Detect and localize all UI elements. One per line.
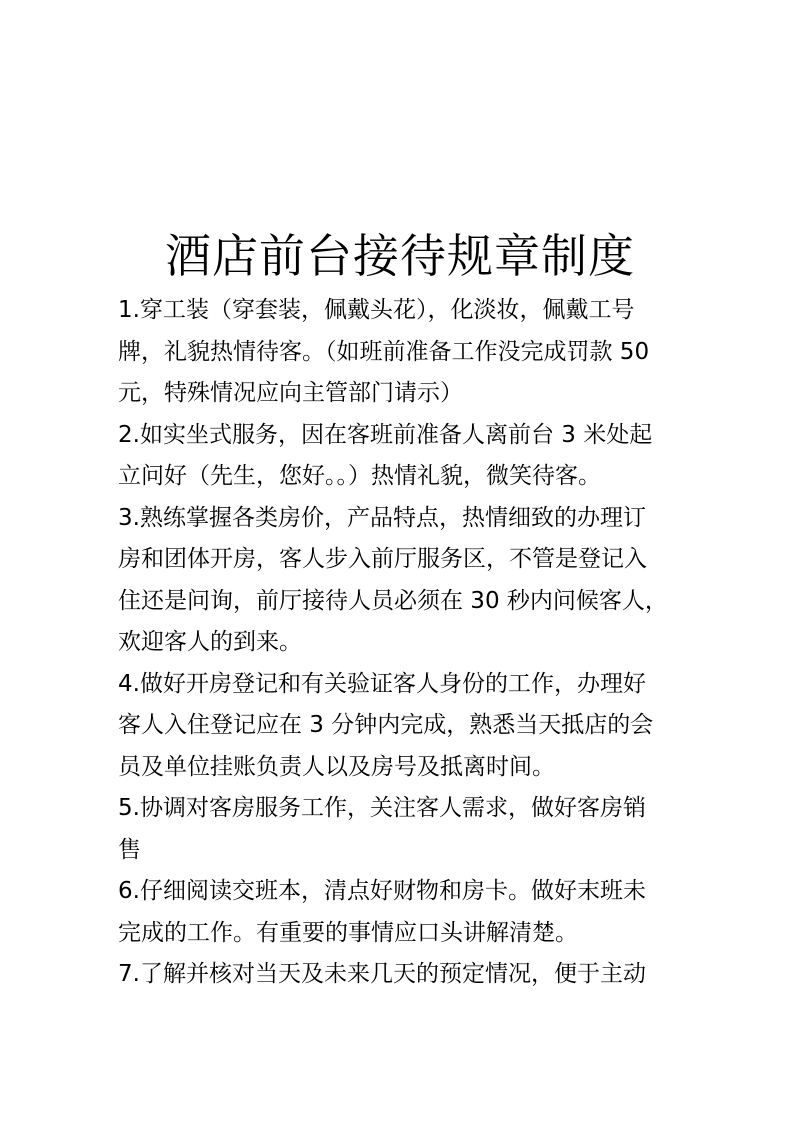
paragraph-line: 1.穿工装（穿套装，佩戴头花），化淡妆，佩戴工号: [118, 297, 635, 323]
paragraph-line: 欢迎客人的到来。: [118, 629, 302, 655]
paragraph-line: 2.如实坐式服务，因在客班前准备人离前台 3 米处起: [118, 421, 653, 448]
paragraph-4: [118, 664, 688, 789]
paragraph-line: 住还是问询，前厅接待人员必须在 30 秒内问候客人，: [118, 587, 668, 614]
paragraph-line: 房和团体开房，客人步入前厅服务区，不管是登记入: [118, 546, 647, 572]
document-body: [118, 290, 688, 996]
paragraph-line: 立问好（先生，您好。。）热情礼貌，微笑待客。: [118, 463, 601, 489]
paragraph-line: 客人入住登记应在 3 分钟内完成，熟悉当天抵店的会: [118, 712, 654, 738]
paragraph-line: 牌，礼貌热情待客。（如班前准备工作没完成罚款 50: [118, 338, 650, 365]
paragraph-line: 4.做好开房登记和有关验证客人身份的工作，办理好: [118, 670, 646, 697]
paragraph-line: 元，特殊情况应向主管部门请示）: [118, 380, 463, 406]
paragraph-line: 完成的工作。有重要的事情应口头讲解清楚。: [118, 919, 578, 946]
paragraph-7: [118, 954, 688, 996]
document-title: 酒店前台接待规章制度: [165, 229, 635, 283]
paragraph-line: 6.仔细阅读交班本，清点好财物和房卡。做好末班未: [118, 878, 646, 904]
paragraph-3: [118, 498, 688, 664]
paragraph-line: 员及单位挂账负责人以及房号及抵离时间。: [118, 753, 555, 780]
paragraph-5: [118, 788, 688, 871]
paragraph-line: 7.了解并核对当天及未来几天的预定情况，便于主动: [118, 961, 646, 987]
paragraph-line: 5.协调对客房服务工作，关注客人需求，做好客房销: [118, 795, 646, 821]
paragraph-line: 3.熟练掌握各类房价，产品特点，热情细致的办理订: [118, 504, 646, 531]
paragraph-line: 售: [118, 836, 141, 863]
paragraph-2: [118, 415, 688, 498]
paragraph-6: [118, 871, 688, 954]
paragraph-1: [118, 290, 688, 415]
